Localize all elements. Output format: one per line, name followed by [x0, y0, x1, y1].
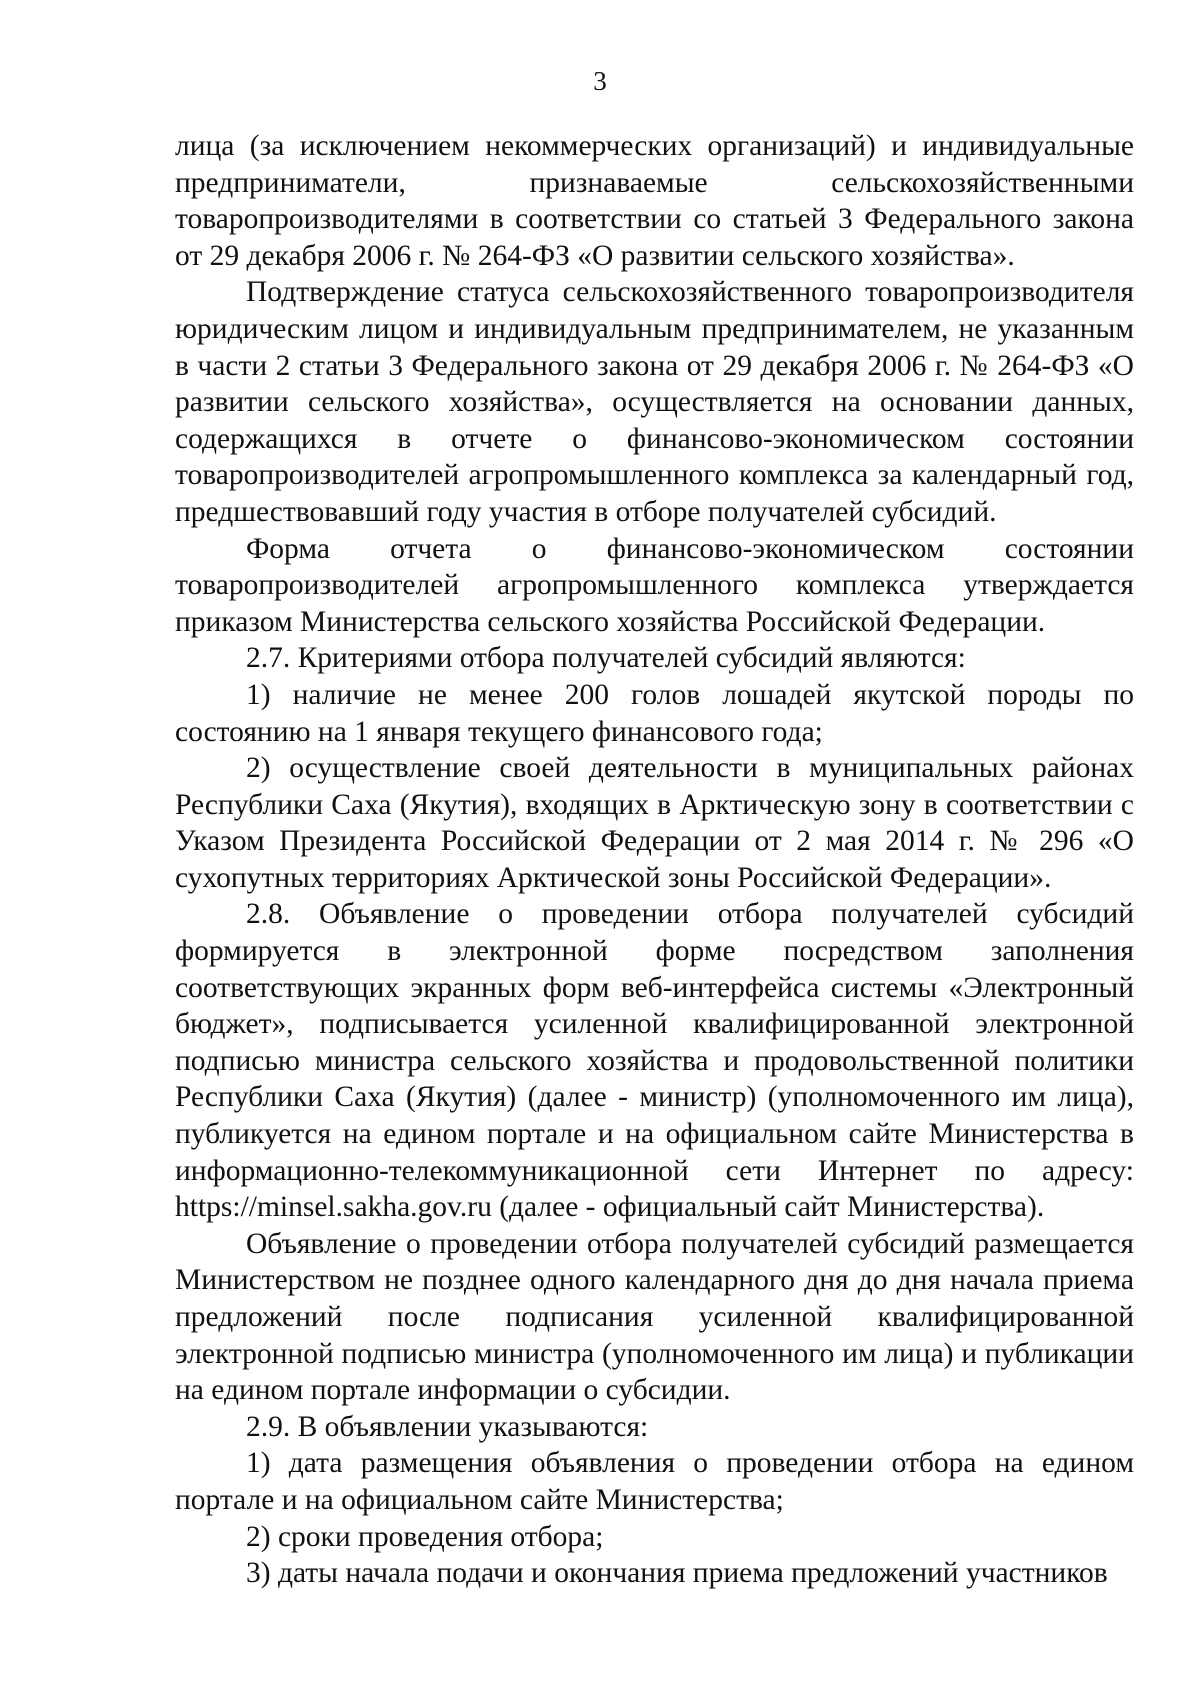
document-body — [175, 128, 1134, 1592]
clause-2-7-item-1: 1) наличие не менее 200 голов лошадей якутской породы по состоянию на 1 января текущего финансового года; — [175, 678, 1134, 748]
clause-2-8: 2.8. Объявление о проведении отбора получателей субсидий формируется в электронной форме посредством заполнения соответствующих экранных форм веб-интерфейса системы «Электронный бюджет», подписывается усиленной квалифицированной электронной подписью министра сельского хозяйства и продовольственной политики Республики Саха (Якутия) (далее - министр) (уполномоченного им лица), публикуется на едином портале и на официальном сайте Министерства в информационно-телекоммуникационной сети Интернет по адресу: https://minsel.sakha.gov.ru (далее - официальный сайт Министерства). — [175, 898, 1134, 1224]
paragraph-announcement-placement: Объявление о проведении отбора получателей субсидий размещается Министерством не позднее одного календарного дня до дня начала приема предложений после подписания усиленной квалифицированной электронной подписью министра (уполномоченного им лица) и публикации на едином портале информации о субсидии. — [175, 1227, 1134, 1407]
paragraph-report-form: Форма отчета о финансово-экономическом состоянии товаропроизводителей агропромышленного комплекса утверждается приказом Министерства сельского хозяйства Российской Федерации. — [175, 532, 1134, 638]
clause-2-9-item-3: 3) даты начала подачи и окончания приема предложений участников — [246, 1557, 1108, 1590]
clause-2-7-item-2: 2) осуществление своей деятельности в муниципальных районах Республики Саха (Якутия), входящих в Арктическую зону в соответствии с Указом Президента Российской Федерации от 2 мая 2014 г. № 296 «О сухопутных территориях Арктической зоны Российской Федерации». — [175, 752, 1134, 894]
clause-2-7-heading: 2.7. Критериями отбора получателей субсидий являются: — [246, 642, 966, 675]
clause-2-9-item-2: 2) сроки проведения отбора; — [246, 1520, 604, 1553]
page-number: 3 — [593, 66, 607, 96]
clause-2-9-item-1: 1) дата размещения объявления о проведении отбора на едином портале и на официальном сайте Министерства; — [175, 1447, 1134, 1516]
clause-2-9-heading: 2.9. В объявлении указываются: — [246, 1410, 649, 1443]
paragraph-continuation: лица (за исключением некоммерческих организаций) и индивидуальные предприниматели, признаваемые сельскохозяйственными товаропроизводителями в соответствии со статьей 3 Федерального закона от 29 декабря 2006 г. № 264-ФЗ «О развитии сельского хозяйства». — [175, 130, 1134, 272]
paragraph-status-confirmation: Подтверждение статуса сельскохозяйственного товаропроизводителя юридическим лицом и индивидуальным предпринимателем, не указанным в части 2 статьи 3 Федерального закона от 29 декабря 2006 г. № 264-ФЗ «О развитии сельского хозяйства», осуществляется на основании данных, содержащихся в отчете о финансово-экономическом состоянии товаропроизводителей агропромышленного комплекса за календарный год, предшествовавший году участия в отборе получателей субсидий. — [175, 276, 1134, 528]
